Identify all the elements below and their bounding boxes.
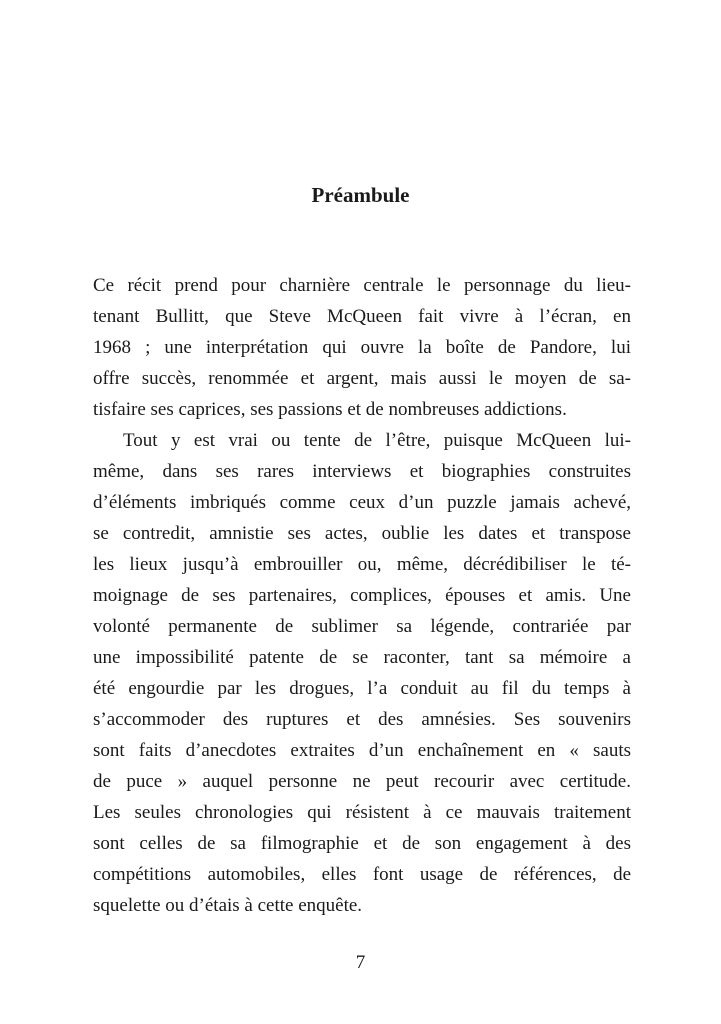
text-line: Ce récit prend pour charnière centrale le personnage du lieu- — [93, 275, 631, 296]
text-line: moignage de ses partenaires, complices, épouses et amis. Une — [93, 585, 631, 606]
text-line: Les seules chronologies qui résistent à ce mauvais traitement — [93, 802, 631, 823]
text-line: été engourdie par les drogues, l’a conduit au fil du temps à — [93, 678, 631, 699]
text-line: offre succès, renommée et argent, mais aussi le moyen de sa- — [93, 368, 631, 389]
text-line: s’accommoder des ruptures et des amnésies. Ses souvenirs — [93, 709, 631, 730]
text-line: tenant Bullitt, que Steve McQueen fait vivre à l’écran, en — [93, 306, 631, 327]
text-line: de puce » auquel personne ne peut recourir avec certitude. — [93, 771, 631, 792]
text-line: sont celles de sa filmographie et de son engagement à des — [93, 833, 631, 854]
page-number: 7 — [355, 952, 366, 973]
text-line: squelette ou d’étais à cette enquête. — [93, 895, 363, 916]
text-line: d’éléments imbriqués comme ceux d’un puzzle jamais achevé, — [93, 492, 631, 513]
text-line: volonté permanente de sublimer sa légende, contrariée par — [93, 616, 631, 637]
text-line: Tout y est vrai ou tente de l’être, puisque McQueen lui- — [123, 430, 631, 451]
text-line: sont faits d’anecdotes extraites d’un enchaînement en « sauts — [93, 740, 631, 761]
text-line: tisfaire ses caprices, ses passions et de nombreuses addictions. — [93, 399, 567, 420]
paragraph — [93, 425, 631, 921]
chapter-title: Préambule — [311, 183, 410, 207]
text-line: une impossibilité patente de se raconter, tant sa mémoire a — [93, 647, 631, 668]
text-line: les lieux jusqu’à embrouiller ou, même, décrédibiliser le té- — [93, 554, 631, 575]
paragraph — [93, 270, 631, 425]
text-line: 1968 ; une interprétation qui ouvre la boîte de Pandore, lui — [93, 337, 631, 358]
body-text — [93, 270, 631, 921]
text-line: compétitions automobiles, elles font usage de références, de — [93, 864, 631, 885]
text-line: même, dans ses rares interviews et biographies construites — [93, 461, 631, 482]
text-line: se contredit, amnistie ses actes, oublie les dates et transpose — [93, 523, 631, 544]
